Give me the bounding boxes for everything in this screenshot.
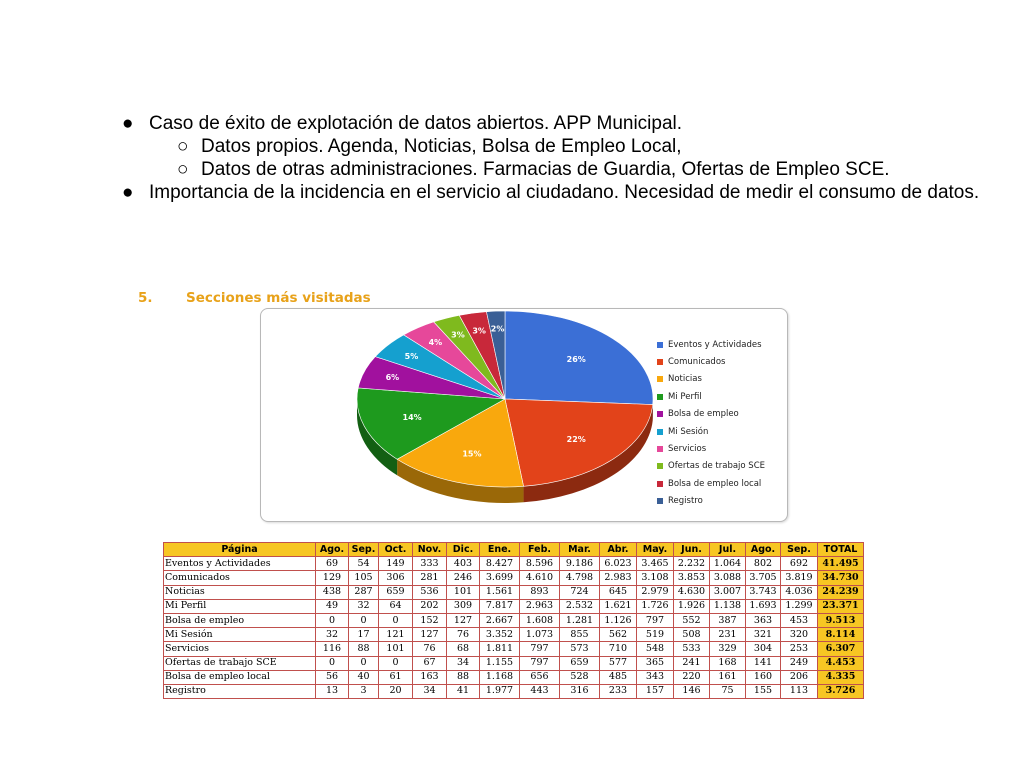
table-row	[164, 670, 864, 684]
legend-item	[657, 475, 765, 492]
legend-label: Mi Perfil	[668, 391, 702, 402]
legend-item	[657, 458, 765, 475]
legend-label: Mi Sesión	[668, 426, 709, 437]
value-cell: 127	[413, 628, 447, 642]
value-cell: 20	[379, 684, 413, 698]
legend-label: Comunicados	[668, 357, 726, 368]
value-cell: 724	[560, 585, 600, 599]
page-name-cell: Comunicados	[164, 571, 316, 585]
value-cell: 105	[349, 571, 379, 585]
value-cell: 75	[710, 684, 746, 698]
column-header: Sep.	[781, 543, 818, 557]
value-cell: 1.693	[746, 599, 781, 613]
value-cell: 1.608	[520, 613, 560, 627]
column-header: Jul.	[710, 543, 746, 557]
value-cell: 0	[349, 613, 379, 627]
section-heading	[138, 290, 371, 306]
page-name-cell: Registro	[164, 684, 316, 698]
value-cell: 2.532	[560, 599, 600, 613]
value-cell: 797	[637, 613, 674, 627]
table-header-row	[164, 543, 864, 557]
table-row	[164, 613, 864, 627]
legend-swatch	[657, 481, 663, 487]
column-header: Dic.	[447, 543, 480, 557]
legend-swatch	[657, 498, 663, 504]
value-cell: 149	[379, 557, 413, 571]
value-cell: 453	[781, 613, 818, 627]
bullet-item	[122, 112, 982, 135]
value-cell: 329	[710, 642, 746, 656]
value-cell: 168	[710, 656, 746, 670]
table-row	[164, 571, 864, 585]
value-cell: 68	[447, 642, 480, 656]
pie-data-label: 5%	[404, 351, 419, 361]
value-cell: 54	[349, 557, 379, 571]
value-cell: 1.621	[600, 599, 637, 613]
value-cell: 67	[413, 656, 447, 670]
table-row	[164, 557, 864, 571]
value-cell: 321	[746, 628, 781, 642]
legend-swatch	[657, 359, 663, 365]
value-cell: 56	[316, 670, 349, 684]
section-number: 5.	[138, 290, 153, 306]
bullet-item	[122, 181, 982, 204]
value-cell: 363	[746, 613, 781, 627]
legend-label: Eventos y Actividades	[668, 339, 762, 350]
value-cell: 231	[710, 628, 746, 642]
value-cell: 0	[316, 656, 349, 670]
legend-item	[657, 371, 765, 388]
value-cell: 146	[674, 684, 710, 698]
total-cell: 41.495	[818, 557, 864, 571]
legend-label: Bolsa de empleo local	[668, 478, 762, 489]
table-row	[164, 684, 864, 698]
value-cell: 552	[674, 613, 710, 627]
bullet-marker: ●	[122, 113, 134, 134]
column-header: Nov.	[413, 543, 447, 557]
value-cell: 127	[447, 613, 480, 627]
page-name-cell: Noticias	[164, 585, 316, 599]
page-name-cell: Bolsa de empleo local	[164, 670, 316, 684]
column-header: Ago.	[316, 543, 349, 557]
column-header: Ene.	[480, 543, 520, 557]
value-cell: 3.352	[480, 628, 520, 642]
value-cell: 64	[379, 599, 413, 613]
pie-data-label: 14%	[402, 412, 422, 422]
value-cell: 333	[413, 557, 447, 571]
value-cell: 88	[349, 642, 379, 656]
value-cell: 113	[781, 684, 818, 698]
page-name-cell: Eventos y Actividades	[164, 557, 316, 571]
value-cell: 163	[413, 670, 447, 684]
legend-item	[657, 406, 765, 423]
value-cell: 519	[637, 628, 674, 642]
value-cell: 1.977	[480, 684, 520, 698]
column-header: Feb.	[520, 543, 560, 557]
table-row	[164, 628, 864, 642]
value-cell: 241	[674, 656, 710, 670]
legend-swatch	[657, 342, 663, 348]
legend-swatch	[657, 376, 663, 382]
column-header: TOTAL	[818, 543, 864, 557]
value-cell: 13	[316, 684, 349, 698]
value-cell: 1.726	[637, 599, 674, 613]
value-cell: 1.811	[480, 642, 520, 656]
value-cell: 438	[316, 585, 349, 599]
value-cell: 802	[746, 557, 781, 571]
value-cell: 304	[746, 642, 781, 656]
value-cell: 32	[316, 628, 349, 642]
total-cell: 8.114	[818, 628, 864, 642]
value-cell: 645	[600, 585, 637, 599]
value-cell: 76	[413, 642, 447, 656]
total-cell: 4.453	[818, 656, 864, 670]
value-cell: 3.853	[674, 571, 710, 585]
value-cell: 403	[447, 557, 480, 571]
value-cell: 3.705	[746, 571, 781, 585]
value-cell: 2.232	[674, 557, 710, 571]
sub-bullet-item	[122, 158, 982, 181]
total-cell: 9.513	[818, 613, 864, 627]
value-cell: 1.073	[520, 628, 560, 642]
value-cell: 61	[379, 670, 413, 684]
value-cell: 2.667	[480, 613, 520, 627]
value-cell: 4.798	[560, 571, 600, 585]
column-header: Jun.	[674, 543, 710, 557]
page-name-cell: Mi Perfil	[164, 599, 316, 613]
column-header: Mar.	[560, 543, 600, 557]
value-cell: 320	[781, 628, 818, 642]
sub-bullet-marker: ○	[177, 136, 189, 157]
total-cell: 6.307	[818, 642, 864, 656]
table-row	[164, 599, 864, 613]
value-cell: 659	[379, 585, 413, 599]
page-name-cell: Bolsa de empleo	[164, 613, 316, 627]
value-cell: 157	[637, 684, 674, 698]
value-cell: 17	[349, 628, 379, 642]
value-cell: 0	[379, 656, 413, 670]
pie-chart-panel	[260, 308, 788, 522]
pie-data-label: 4%	[428, 338, 443, 348]
value-cell: 40	[349, 670, 379, 684]
value-cell: 562	[600, 628, 637, 642]
value-cell: 1.155	[480, 656, 520, 670]
value-cell: 101	[379, 642, 413, 656]
value-cell: 155	[746, 684, 781, 698]
pie-data-label: 26%	[566, 355, 586, 365]
legend-label: Registro	[668, 496, 703, 507]
value-cell: 129	[316, 571, 349, 585]
legend-item	[657, 493, 765, 510]
value-cell: 0	[379, 613, 413, 627]
page-name-cell: Mi Sesión	[164, 628, 316, 642]
legend-item	[657, 388, 765, 405]
column-header: May.	[637, 543, 674, 557]
table-row	[164, 585, 864, 599]
bullet-marker: ●	[122, 182, 134, 203]
legend-item	[657, 353, 765, 370]
pie-data-label: 3%	[472, 326, 486, 336]
value-cell: 1.281	[560, 613, 600, 627]
value-cell: 152	[413, 613, 447, 627]
value-cell: 101	[447, 585, 480, 599]
value-cell: 365	[637, 656, 674, 670]
value-cell: 3.007	[710, 585, 746, 599]
bullet-text: Datos de otras administraciones. Farmacias de Guardia, Ofertas de Empleo SCE.	[201, 159, 890, 180]
value-cell: 161	[710, 670, 746, 684]
value-cell: 533	[674, 642, 710, 656]
value-cell: 246	[447, 571, 480, 585]
total-cell: 4.335	[818, 670, 864, 684]
value-cell: 4.610	[520, 571, 560, 585]
pie-data-label: 3%	[451, 330, 465, 340]
pie-data-label: 22%	[566, 434, 586, 444]
pie-data-label: 2%	[490, 324, 505, 334]
value-cell: 281	[413, 571, 447, 585]
value-cell: 220	[674, 670, 710, 684]
value-cell: 656	[520, 670, 560, 684]
value-cell: 1.299	[781, 599, 818, 613]
value-cell: 692	[781, 557, 818, 571]
page-name-cell: Ofertas de trabajo SCE	[164, 656, 316, 670]
value-cell: 443	[520, 684, 560, 698]
column-header: Oct.	[379, 543, 413, 557]
value-cell: 2.979	[637, 585, 674, 599]
value-cell: 659	[560, 656, 600, 670]
sub-bullet-marker: ○	[177, 159, 189, 180]
value-cell: 316	[560, 684, 600, 698]
chart-legend	[657, 336, 765, 510]
value-cell: 1.168	[480, 670, 520, 684]
value-cell: 577	[600, 656, 637, 670]
value-cell: 309	[447, 599, 480, 613]
column-header: Abr.	[600, 543, 637, 557]
value-cell: 34	[413, 684, 447, 698]
value-cell: 528	[560, 670, 600, 684]
section-title: Secciones más visitadas	[186, 290, 371, 306]
value-cell: 6.023	[600, 557, 637, 571]
value-cell: 76	[447, 628, 480, 642]
value-cell: 1.138	[710, 599, 746, 613]
legend-label: Noticias	[668, 374, 702, 385]
value-cell: 387	[710, 613, 746, 627]
legend-item	[657, 423, 765, 440]
value-cell: 855	[560, 628, 600, 642]
value-cell: 797	[520, 642, 560, 656]
value-cell: 8.427	[480, 557, 520, 571]
value-cell: 141	[746, 656, 781, 670]
legend-label: Servicios	[668, 444, 707, 455]
value-cell: 343	[637, 670, 674, 684]
column-header: Sep.	[349, 543, 379, 557]
value-cell: 508	[674, 628, 710, 642]
value-cell: 233	[600, 684, 637, 698]
legend-item	[657, 440, 765, 457]
value-cell: 49	[316, 599, 349, 613]
legend-label: Ofertas de trabajo SCE	[668, 461, 766, 472]
total-cell: 23.371	[818, 599, 864, 613]
value-cell: 69	[316, 557, 349, 571]
bullet-text: Importancia de la incidencia en el servicio al ciudadano. Necesidad de medir el consumo de datos.	[149, 182, 980, 203]
value-cell: 8.596	[520, 557, 560, 571]
bullet-text: Caso de éxito de explotación de datos abiertos. APP Municipal.	[149, 113, 683, 134]
value-cell: 0	[349, 656, 379, 670]
value-cell: 3	[349, 684, 379, 698]
value-cell: 253	[781, 642, 818, 656]
value-cell: 116	[316, 642, 349, 656]
value-cell: 1.561	[480, 585, 520, 599]
sub-bullet-item	[122, 135, 982, 158]
value-cell: 1.126	[600, 613, 637, 627]
table-row	[164, 656, 864, 670]
value-cell: 0	[316, 613, 349, 627]
value-cell: 1.926	[674, 599, 710, 613]
value-cell: 32	[349, 599, 379, 613]
value-cell: 88	[447, 670, 480, 684]
legend-label: Bolsa de empleo	[668, 409, 739, 420]
column-header: Página	[164, 543, 316, 557]
value-cell: 121	[379, 628, 413, 642]
value-cell: 573	[560, 642, 600, 656]
value-cell: 4.630	[674, 585, 710, 599]
table-row	[164, 642, 864, 656]
value-cell: 797	[520, 656, 560, 670]
legend-swatch	[657, 411, 663, 417]
page-name-cell: Servicios	[164, 642, 316, 656]
legend-swatch	[657, 463, 663, 469]
value-cell: 710	[600, 642, 637, 656]
value-cell: 202	[413, 599, 447, 613]
value-cell: 2.983	[600, 571, 637, 585]
value-cell: 34	[447, 656, 480, 670]
legend-swatch	[657, 394, 663, 400]
value-cell: 160	[746, 670, 781, 684]
legend-swatch	[657, 446, 663, 452]
value-cell: 893	[520, 585, 560, 599]
column-header: Ago.	[746, 543, 781, 557]
value-cell: 485	[600, 670, 637, 684]
value-cell: 287	[349, 585, 379, 599]
legend-swatch	[657, 429, 663, 435]
total-cell: 24.239	[818, 585, 864, 599]
value-cell: 41	[447, 684, 480, 698]
visits-table	[163, 542, 864, 699]
bullet-list	[122, 112, 982, 204]
value-cell: 3.743	[746, 585, 781, 599]
value-cell: 4.036	[781, 585, 818, 599]
pie-data-label: 15%	[462, 449, 482, 459]
total-cell: 3.726	[818, 684, 864, 698]
value-cell: 249	[781, 656, 818, 670]
total-cell: 34.730	[818, 571, 864, 585]
value-cell: 3.699	[480, 571, 520, 585]
legend-item	[657, 336, 765, 353]
value-cell: 7.817	[480, 599, 520, 613]
value-cell: 536	[413, 585, 447, 599]
value-cell: 3.465	[637, 557, 674, 571]
value-cell: 2.963	[520, 599, 560, 613]
value-cell: 3.819	[781, 571, 818, 585]
value-cell: 306	[379, 571, 413, 585]
value-cell: 3.108	[637, 571, 674, 585]
pie-data-label: 6%	[385, 373, 400, 383]
value-cell: 548	[637, 642, 674, 656]
value-cell: 1.064	[710, 557, 746, 571]
bullet-text: Datos propios. Agenda, Noticias, Bolsa de Empleo Local,	[201, 136, 682, 157]
value-cell: 9.186	[560, 557, 600, 571]
value-cell: 206	[781, 670, 818, 684]
value-cell: 3.088	[710, 571, 746, 585]
